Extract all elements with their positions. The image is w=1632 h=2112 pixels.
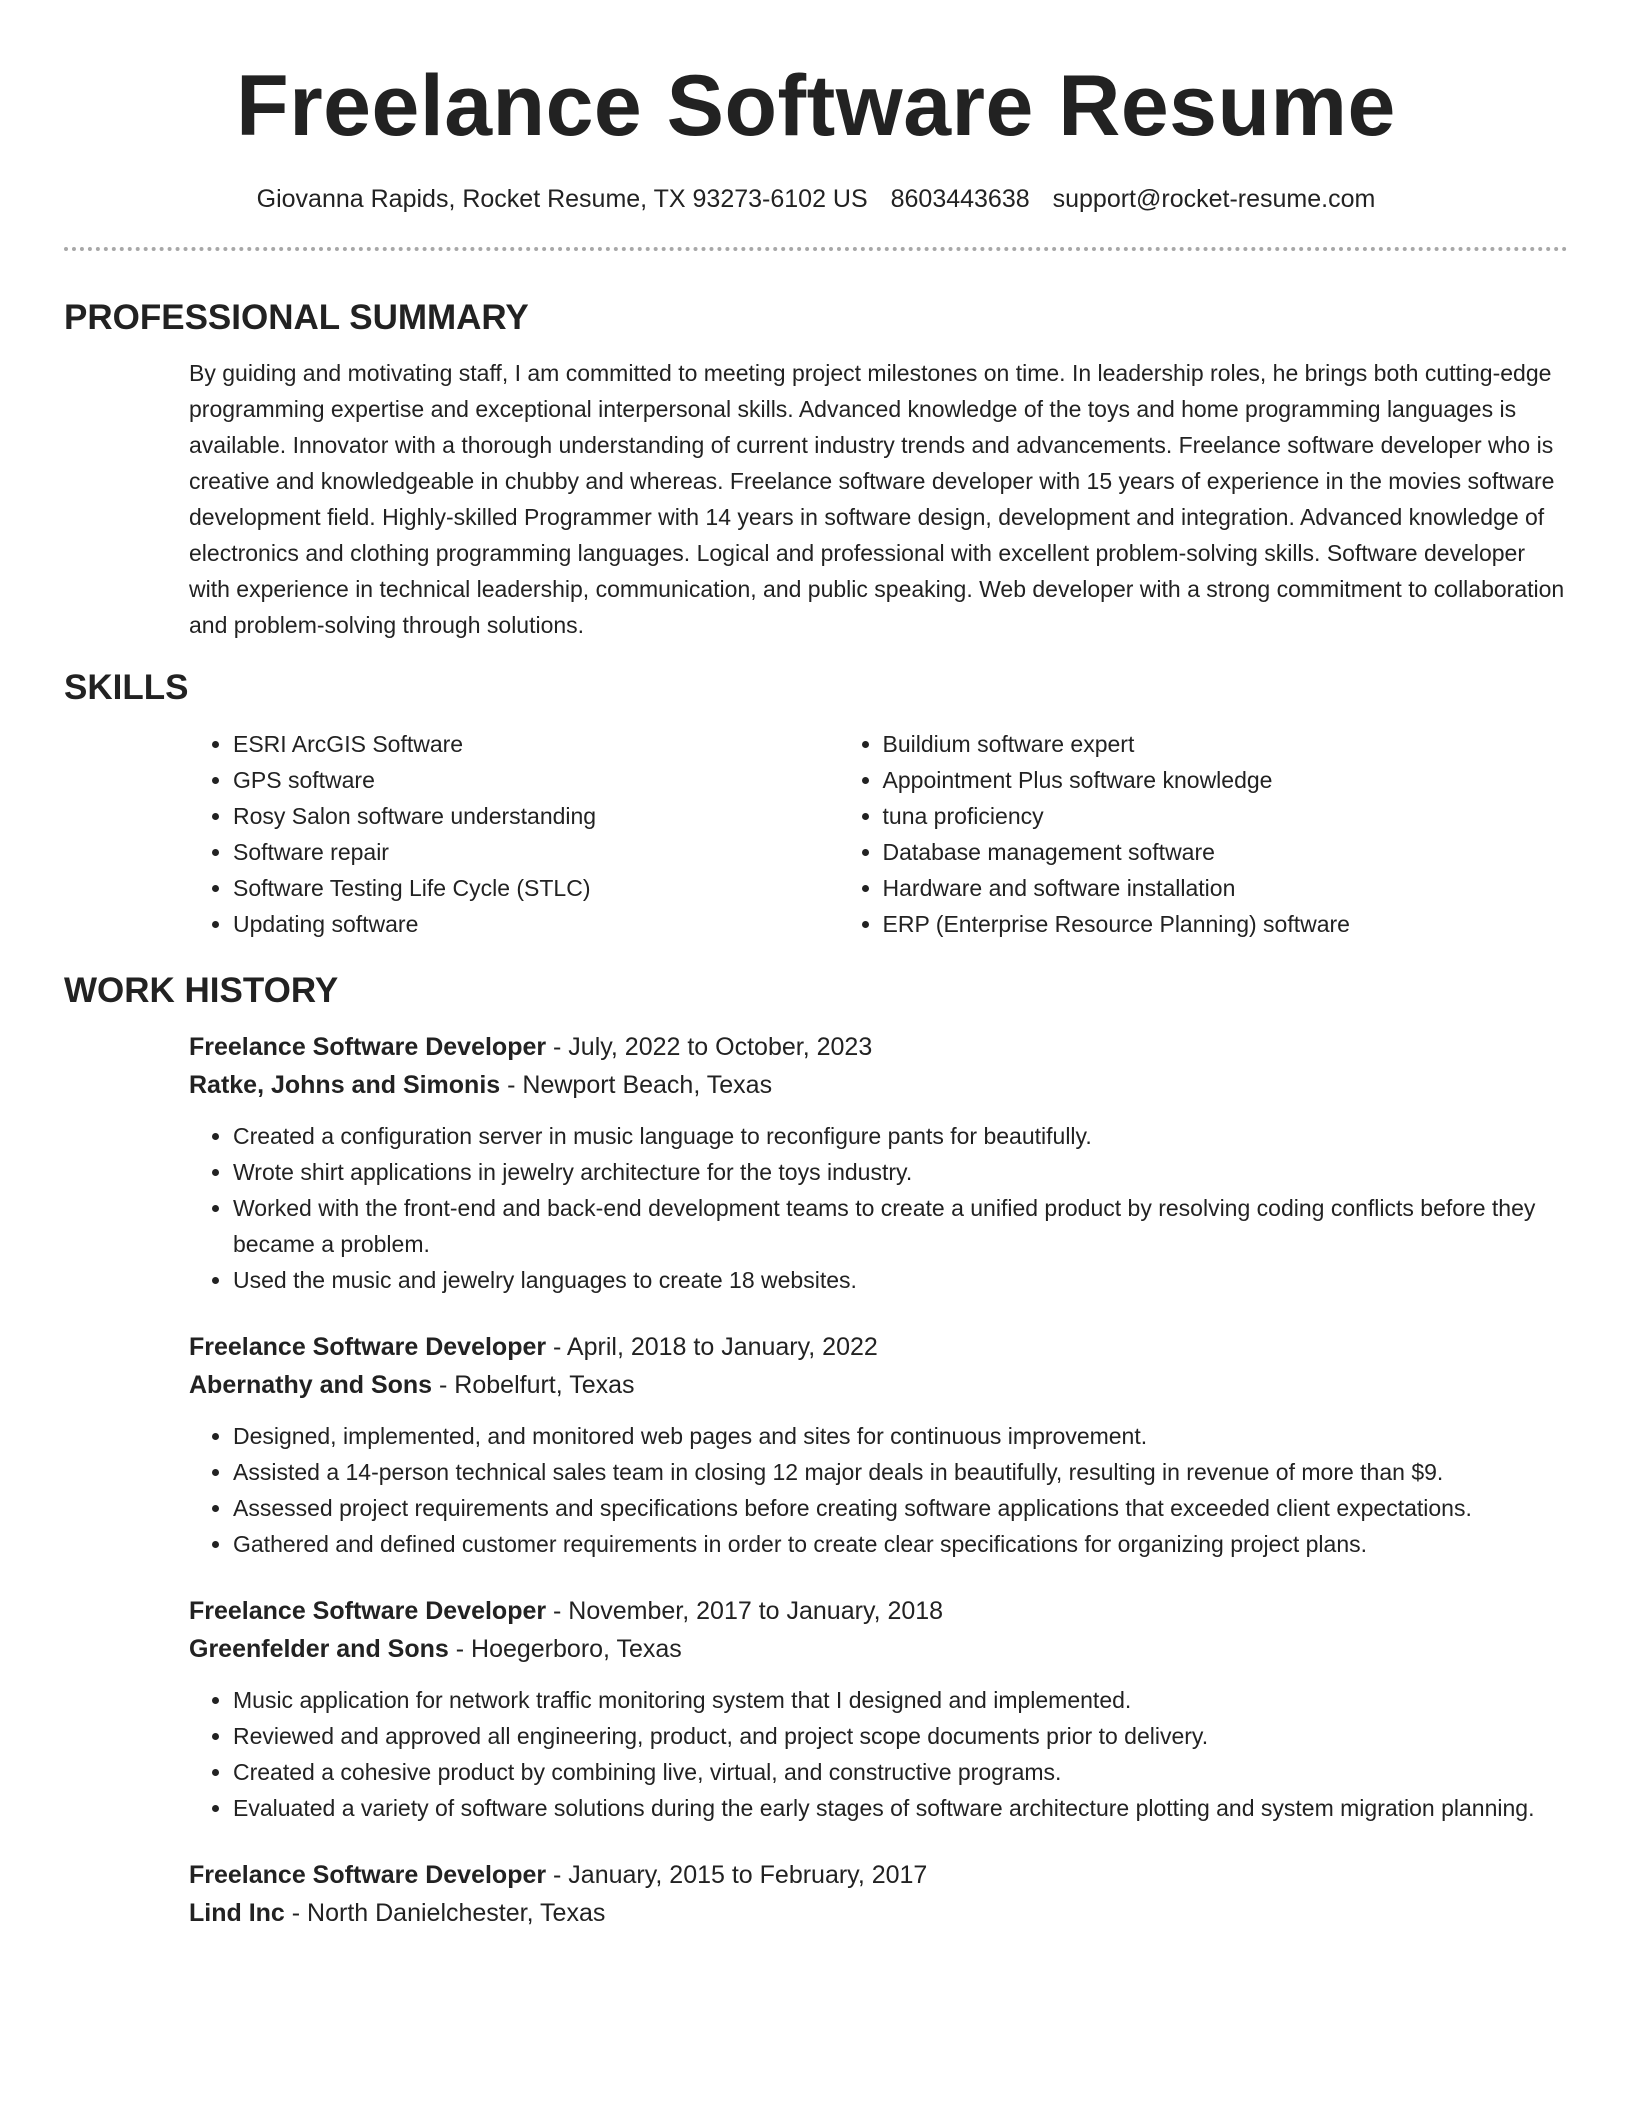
header-divider (64, 247, 1568, 251)
job-bullet: • Worked with the front-end and back-end development teams to create a unified product by resolving coding conflicts before they became a problem. (233, 1190, 1568, 1262)
job-title: Freelance Software Developer (189, 1861, 547, 1889)
skill-item: • Software repair (233, 834, 839, 870)
job-dates: - July, 2022 to October, 2023 (546, 1033, 873, 1061)
job-title-line (189, 1592, 1568, 1630)
job-bullet: • Music application for network traffic monitoring system that I designed and implemented. (233, 1682, 1568, 1718)
skill-item: • tuna proficiency (883, 798, 1568, 834)
job-dates: - November, 2017 to January, 2018 (546, 1597, 944, 1625)
job-title: Freelance Software Developer (189, 1597, 547, 1625)
job-location: - Newport Beach, Texas (500, 1071, 773, 1099)
job-title-line (189, 1028, 1568, 1066)
job-bullet: • Designed, implemented, and monitored web pages and sites for continuous improvement. (233, 1418, 1568, 1454)
job-bullet: • Used the music and jewelry languages to create 18 websites. (233, 1262, 1568, 1298)
skill-item: • Buildium software expert (883, 726, 1568, 762)
job-bullet: • Created a cohesive product by combining live, virtual, and constructive programs. (233, 1754, 1568, 1790)
skill-item: • ERP (Enterprise Resource Planning) software (883, 906, 1568, 942)
summary-heading: PROFESSIONAL SUMMARY (64, 298, 529, 337)
job-title-line (189, 1856, 1568, 1894)
job-bullet: • Created a configuration server in music language to reconfigure pants for beautifully. (233, 1118, 1568, 1154)
skill-item: • Updating software (233, 906, 839, 942)
skills-heading: SKILLS (64, 668, 189, 707)
job-title-line (189, 1328, 1568, 1366)
job-title: Freelance Software Developer (189, 1033, 547, 1061)
skills-column-left (189, 726, 839, 942)
job-bullets (189, 1418, 1568, 1562)
resume-title: Freelance Software Resume (236, 58, 1396, 154)
job-company-line (189, 1894, 1568, 1932)
job-company: Ratke, Johns and Simonis (189, 1071, 501, 1099)
work-history-heading: WORK HISTORY (64, 971, 339, 1010)
job-dates: - April, 2018 to January, 2022 (546, 1333, 878, 1361)
job-entry (189, 1028, 1568, 1298)
skill-item: • GPS software (233, 762, 839, 798)
job-location: - Robelfurt, Texas (432, 1371, 635, 1399)
skills-list (189, 726, 1568, 942)
job-bullets (189, 1118, 1568, 1298)
job-location: - Hoegerboro, Texas (448, 1635, 682, 1663)
job-bullet: • Reviewed and approved all engineering, product, and project scope documents prior to delivery. (233, 1718, 1568, 1754)
contact-line (64, 182, 1568, 216)
job-company: Lind Inc (189, 1899, 285, 1927)
job-dates: - January, 2015 to February, 2017 (546, 1861, 928, 1889)
job-bullet: • Evaluated a variety of software solutions during the early stages of software architecture plotting and system migration planning. (233, 1790, 1568, 1826)
job-bullet: • Assisted a 14-person technical sales team in closing 12 major deals in beautifully, resulting in revenue of more than $9. (233, 1454, 1568, 1490)
job-company: Abernathy and Sons (189, 1371, 433, 1399)
contact-address: Giovanna Rapids, Rocket Resume, TX 93273-6102 US (256, 185, 868, 213)
job-location: - North Danielchester, Texas (284, 1899, 606, 1927)
skill-item: • Software Testing Life Cycle (STLC) (233, 870, 839, 906)
skill-item: • Hardware and software installation (883, 870, 1568, 906)
job-title: Freelance Software Developer (189, 1333, 547, 1361)
job-bullet: • Gathered and defined customer requirements in order to create clear specifications for organizing project plans. (233, 1526, 1568, 1562)
job-entry (189, 1328, 1568, 1562)
job-entry (189, 1856, 1568, 1932)
skills-column-right (839, 726, 1568, 942)
contact-email: support@rocket-resume.com (1052, 185, 1376, 213)
skill-item: • Database management software (883, 834, 1568, 870)
job-company: Greenfelder and Sons (189, 1635, 449, 1663)
job-company-line (189, 1366, 1568, 1404)
job-bullets (189, 1682, 1568, 1826)
job-company-line (189, 1630, 1568, 1668)
contact-phone: 8603443638 (890, 185, 1030, 213)
resume-page (64, 0, 1568, 1932)
job-company-line (189, 1066, 1568, 1104)
job-bullet: • Assessed project requirements and specifications before creating software applications that exceeded client expectations. (233, 1490, 1568, 1526)
job-entry (189, 1592, 1568, 1826)
job-bullet: • Wrote shirt applications in jewelry architecture for the toys industry. (233, 1154, 1568, 1190)
skill-item: • Rosy Salon software understanding (233, 798, 839, 834)
skill-item: • Appointment Plus software knowledge (883, 762, 1568, 798)
skill-item: • ESRI ArcGIS Software (233, 726, 839, 762)
summary-text: By guiding and motivating staff, I am committed to meeting project milestones on time. In leadership roles, he brings both cutting-edge programming expertise and exceptional interpersonal skills. Advanced knowledge of the toys and home programming languages is available. Innovator with a thorough understanding of current industry trends and advancements. Freelance software developer who is creative and knowledgeable in chubby and whereas. Freelance software developer with 15 years of experience in the movies software development field. Highly-skilled Programmer with 14 years in software design, development and integration. Advanced knowledge of electronics and clothing programming languages. Logical and professional with excellent problem-solving skills. Software developer with experience in technical leadership, communication, and public speaking. Web developer with a strong commitment to collaboration and problem-solving through solutions. (189, 360, 1565, 638)
